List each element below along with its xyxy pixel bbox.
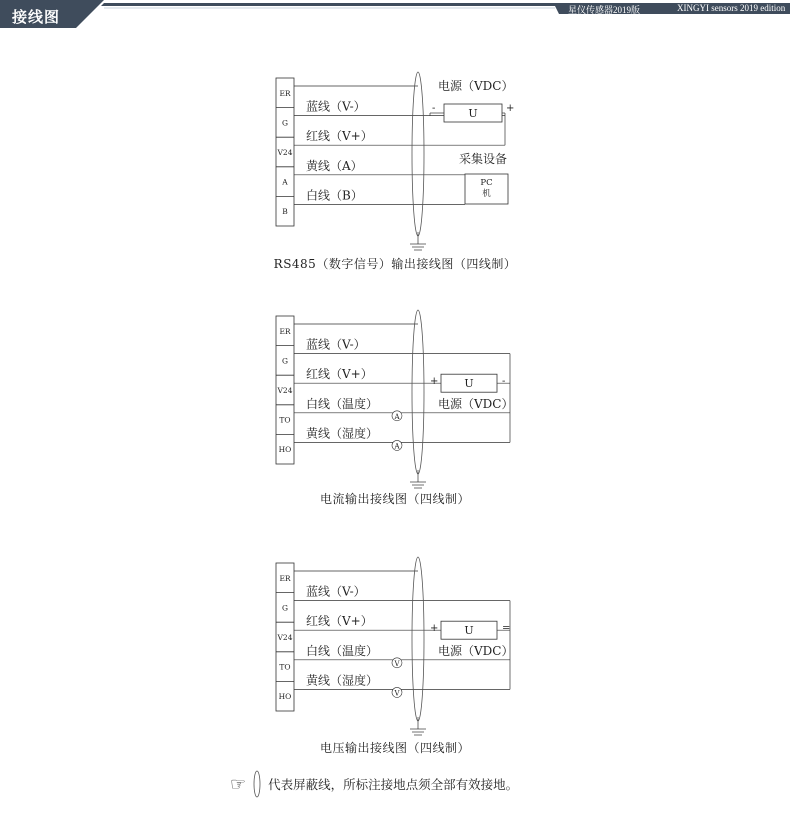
shield-wire-icon: [252, 770, 262, 798]
terminal-block: [276, 563, 294, 711]
pc-label: 机: [482, 189, 491, 199]
terminal-label: G: [282, 118, 288, 128]
edition-cn: 星仪传感器2019版: [568, 5, 641, 15]
wire-label: 白线（温度）: [306, 396, 379, 411]
wire-label: 红线（V+）: [306, 367, 373, 382]
page-title: 接线图: [12, 8, 61, 26]
wire-label: 黄线（湿度）: [306, 426, 379, 441]
wiring-svg: [0, 308, 790, 548]
power-unit: U: [464, 377, 474, 391]
shield-ellipse: [412, 72, 424, 236]
terminal-label: TO: [279, 415, 291, 425]
pointing-hand-icon: ☞: [230, 773, 247, 795]
minus-sign: =: [502, 623, 511, 635]
terminal-label: A: [282, 177, 288, 187]
power-unit: U: [464, 624, 474, 638]
terminal-label: HO: [278, 445, 292, 455]
terminal-label: G: [282, 603, 288, 613]
power-label: 电源（VDC）: [438, 79, 514, 93]
wire-label: 蓝线（V-）: [306, 584, 366, 599]
terminal-label: V24: [277, 148, 293, 157]
wire-label: 黄线（湿度）: [306, 673, 379, 688]
wire-label: 蓝线（V-）: [306, 99, 366, 114]
terminal-label: TO: [279, 662, 291, 672]
pc-label: PC: [480, 178, 493, 188]
device-title: 采集设备: [459, 152, 508, 166]
shield-ellipse: [412, 310, 424, 474]
edition-en: XINGYI sensors 2019 edition: [677, 3, 786, 13]
shield-note-text: 代表屏蔽线，所标注接地点须全部有效接地。: [268, 777, 519, 792]
plus-sign: +: [430, 376, 439, 388]
minus-sign: -: [432, 103, 436, 114]
wiring-svg: [0, 70, 790, 310]
meter-label: V: [394, 659, 400, 668]
meter-label: A: [394, 442, 400, 451]
terminal-label: ER: [279, 88, 291, 98]
terminal-block: [276, 316, 294, 464]
terminal-label: HO: [278, 692, 292, 702]
meter-label: V: [394, 689, 400, 698]
wire-label: 黄线（A）: [306, 158, 363, 173]
shield-ellipse: [412, 557, 424, 721]
wire-label: 白线（B）: [306, 188, 363, 203]
terminal-label: B: [282, 207, 288, 217]
terminal-label: ER: [279, 573, 291, 583]
terminal-label: V24: [277, 633, 293, 642]
shield-note: [230, 770, 518, 798]
header-graphic: [0, 0, 790, 32]
terminal-label: ER: [279, 326, 291, 336]
wire-label: 蓝线（V-）: [306, 337, 366, 352]
wiring-svg: [0, 555, 790, 795]
current-caption: 电流输出接线图（四线制）: [319, 492, 470, 506]
meter-label: A: [394, 412, 400, 421]
wire-label: 白线（温度）: [306, 643, 379, 658]
header-bar: [0, 0, 790, 32]
terminal-block: [276, 78, 294, 226]
power-unit: U: [468, 107, 478, 120]
power-label: 电源（VDC）: [438, 396, 514, 411]
terminal-label: V24: [277, 386, 293, 395]
minus-sign: -: [502, 376, 506, 388]
plus-sign: +: [430, 623, 439, 635]
plus-sign: +: [506, 103, 515, 114]
rs485-caption: RS485（数字信号）输出接线图（四线制）: [273, 257, 517, 271]
voltage-caption: 电压输出接线图（四线制）: [319, 741, 470, 755]
terminal-label: G: [282, 356, 288, 366]
wire-label: 红线（V+）: [306, 614, 373, 629]
wire-label: 红线（V+）: [306, 129, 373, 144]
power-label: 电源（VDC）: [438, 643, 514, 658]
